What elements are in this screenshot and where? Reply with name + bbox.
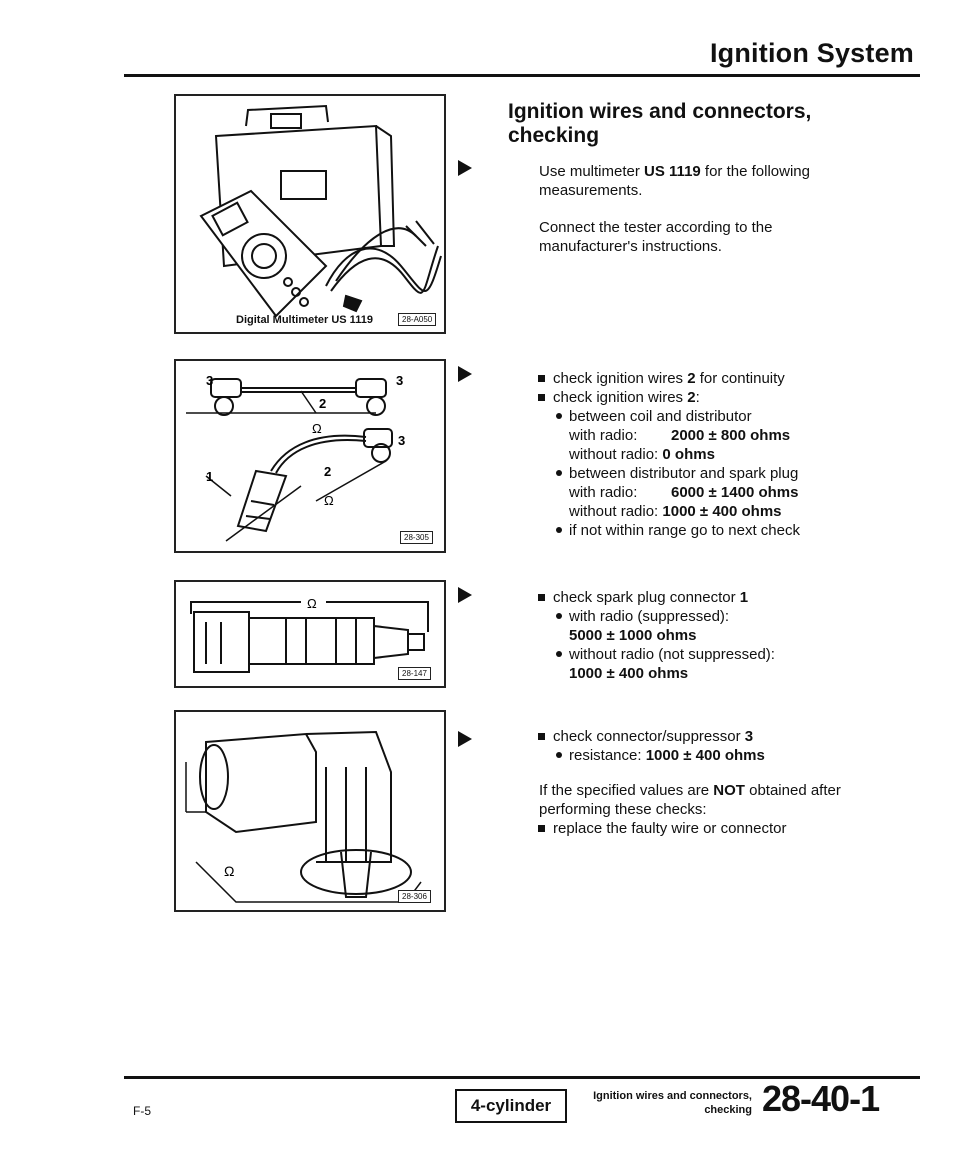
wire-check-list bbox=[539, 369, 899, 540]
figure-spark-plug-connector bbox=[174, 580, 446, 688]
callout-3a: 3 bbox=[206, 373, 214, 388]
list-item: with radio (suppressed): bbox=[539, 607, 899, 626]
list-item: between coil and distributor bbox=[539, 407, 899, 426]
callout-3c: 3 bbox=[398, 433, 406, 448]
suppressor-check-list bbox=[539, 727, 899, 765]
callout-2a: 2 bbox=[319, 396, 327, 411]
list-item: check connector/suppressor 3 bbox=[539, 727, 899, 746]
value-row: without radio: 0 ohms bbox=[569, 446, 715, 463]
arrow-marker bbox=[458, 160, 472, 176]
list-item: replace the faulty wire or connector bbox=[539, 819, 899, 838]
list-item: check ignition wires 2 for continuity bbox=[539, 369, 899, 388]
ignition-wires-illustration bbox=[176, 361, 444, 551]
list-item: resistance: 1000 ± 400 ohms bbox=[539, 746, 899, 765]
multimeter-illustration bbox=[176, 96, 444, 332]
figure-code: 28-305 bbox=[400, 531, 433, 544]
spark-plug-check-list bbox=[539, 588, 899, 683]
list-item: between distributor and spark plug bbox=[539, 464, 899, 483]
note-paragraph: If the specified values are NOT obtained after performing these checks: bbox=[539, 782, 841, 818]
list-item: without radio (not suppressed): bbox=[539, 645, 899, 664]
value-row: with radio: 2000 ± 800 ohms bbox=[569, 427, 791, 444]
value-row: 1000 ± 400 ohms bbox=[569, 665, 689, 682]
callout-2b: 2 bbox=[324, 464, 332, 479]
list-item: if not within range go to next check bbox=[539, 521, 899, 540]
connector-suppressor-illustration bbox=[176, 712, 444, 910]
callout-ohm: Ω bbox=[224, 863, 235, 879]
callout-1: 1 bbox=[206, 469, 214, 484]
footer-description: Ignition wires and connectors, checking bbox=[593, 1090, 752, 1116]
footer-page-ref: F-5 bbox=[133, 1104, 151, 1118]
figure-ignition-wires bbox=[174, 359, 446, 553]
list-item: check ignition wires 2: bbox=[539, 388, 899, 407]
figure-connector-suppressor bbox=[174, 710, 446, 912]
header-rule bbox=[124, 74, 920, 77]
figure-code: 28-306 bbox=[398, 890, 431, 903]
value-row: without radio: 1000 ± 400 ohms bbox=[569, 503, 782, 520]
value-row: with radio: 6000 ± 1400 ohms bbox=[569, 484, 799, 501]
intro-block: Use multimeter US 1119 for the following measurements. Connect the tester according to the manufacturer's instructions. bbox=[539, 163, 810, 255]
page-header-title: Ignition System bbox=[709, 38, 914, 68]
figure-multimeter bbox=[174, 94, 446, 334]
section-title: Ignition wires and connectors, checking bbox=[508, 100, 812, 147]
callout-3b: 3 bbox=[396, 373, 404, 388]
figure-code: 28-147 bbox=[398, 667, 431, 680]
arrow-marker bbox=[458, 587, 472, 603]
arrow-marker bbox=[458, 366, 472, 382]
value-row: 5000 ± 1000 ohms bbox=[569, 627, 697, 644]
figure-caption: Digital Multimeter US 1119 bbox=[236, 314, 373, 326]
page-number: 28-40-1 bbox=[762, 1078, 880, 1119]
callout-ohm-a: Ω bbox=[312, 421, 322, 436]
engine-variant-box: 4-cylinder bbox=[455, 1089, 567, 1123]
suppressor-check-block bbox=[539, 727, 899, 838]
remedy-list bbox=[539, 819, 899, 838]
callout-ohm: Ω bbox=[307, 596, 317, 611]
callout-ohm-b: Ω bbox=[324, 493, 334, 508]
arrow-marker bbox=[458, 731, 472, 747]
figure-code: 28-A050 bbox=[398, 313, 436, 326]
list-item: check spark plug connector 1 bbox=[539, 588, 899, 607]
